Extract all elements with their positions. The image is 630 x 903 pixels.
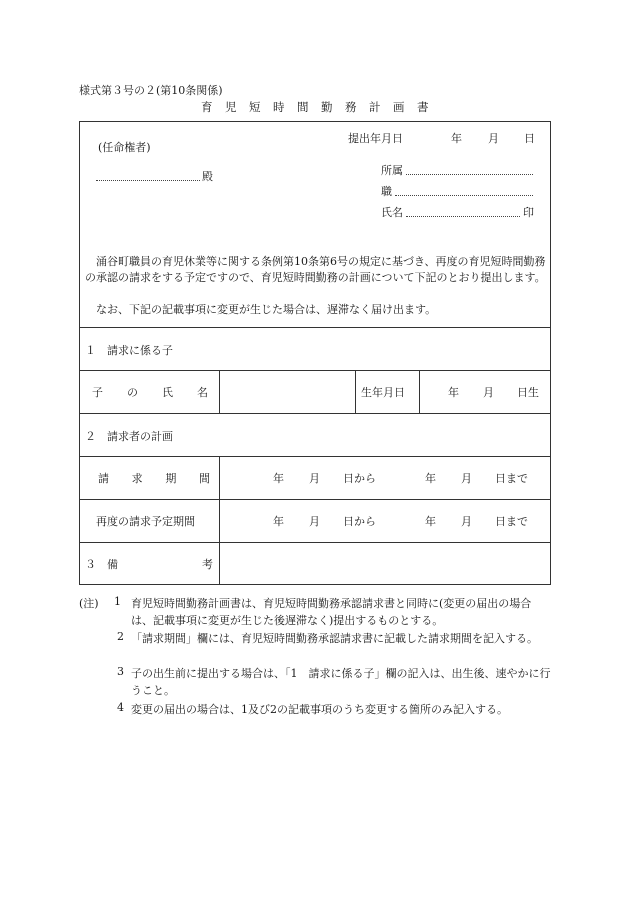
addressee-line[interactable] bbox=[96, 180, 200, 181]
note-text: 「請求期間」欄には、育児短時間勤務承認請求書に記載した請求期間を記入する。 bbox=[131, 632, 538, 645]
divider bbox=[80, 499, 550, 500]
form-number: 様式第３号の２(第10条関係) bbox=[79, 84, 223, 97]
label-char: 子 bbox=[92, 386, 103, 399]
child-name-field[interactable] bbox=[221, 372, 353, 411]
note-text: 子の出生前に提出する場合は、「1 請求に係る子」欄の記入は、出生後、速やかに行うこと。 bbox=[131, 667, 551, 697]
name-line[interactable] bbox=[406, 216, 520, 217]
intro-note: なお、下記の記載事項に変更が生じた場合は、遅滞なく届け出ます。 bbox=[96, 303, 437, 316]
authority-label: (任命権者) bbox=[98, 141, 151, 154]
period-from-month: 月 bbox=[309, 472, 320, 485]
seal-mark: 印 bbox=[523, 206, 534, 219]
note-number: 3 bbox=[117, 665, 124, 678]
addressee-honorific: 殿 bbox=[202, 170, 213, 183]
label-char: 求 bbox=[131, 472, 143, 485]
period-to-year: 年 bbox=[425, 472, 436, 485]
divider bbox=[80, 456, 550, 457]
child-name-label bbox=[92, 384, 208, 400]
period-from-year: 年 bbox=[273, 472, 284, 485]
section3-heading: ３ 備 bbox=[85, 558, 118, 571]
date-year: 年 bbox=[451, 132, 462, 145]
label-char: 氏 bbox=[162, 386, 173, 399]
divider bbox=[80, 413, 550, 414]
repeat-period-label: 再度の請求予定期間 bbox=[96, 515, 195, 528]
repeat-to-month: 月 bbox=[461, 515, 472, 528]
repeat-from-month: 月 bbox=[309, 515, 320, 528]
divider bbox=[355, 370, 356, 413]
date-day: 日 bbox=[524, 132, 535, 145]
divider bbox=[419, 370, 420, 413]
form-sheet bbox=[79, 121, 551, 585]
date-label: 提出年月日 bbox=[348, 132, 403, 145]
section1-heading: １ 請求に係る子 bbox=[85, 344, 173, 357]
period-label bbox=[98, 470, 210, 486]
birth-month: 月 bbox=[483, 386, 494, 399]
intro-paragraph: 涌谷町職員の育児休業等に関する条例第10条第6号の規定に基づき、再度の育児短時間勤務の承認の請求をする予定ですので、育児短時間勤務の計画について下記のとおり提出します。 bbox=[85, 255, 546, 284]
divider bbox=[219, 456, 220, 585]
section2-heading: ２ 請求者の計画 bbox=[85, 430, 173, 443]
period-from-day: 日から bbox=[343, 472, 376, 485]
divider bbox=[80, 370, 550, 371]
affiliation-label: 所属 bbox=[381, 164, 403, 177]
repeat-from-day: 日から bbox=[343, 515, 376, 528]
divider bbox=[80, 542, 550, 543]
repeat-to-year: 年 bbox=[425, 515, 436, 528]
divider bbox=[80, 327, 550, 328]
label-char: 間 bbox=[198, 472, 210, 485]
note-text: 育児短時間勤務計画書は、育児短時間勤務承認請求書と同時に(変更の届出の場合は、記載事項に変更が生じた後遅滞なく)提出するものとする。 bbox=[131, 597, 532, 627]
position-label: 職 bbox=[381, 185, 392, 198]
birth-date-label: 生年月日 bbox=[361, 386, 405, 399]
birth-year: 年 bbox=[448, 386, 459, 399]
date-month: 月 bbox=[488, 132, 499, 145]
label-char: の bbox=[127, 386, 138, 399]
repeat-to-day: 日まで bbox=[495, 515, 528, 528]
label-char: 名 bbox=[197, 386, 208, 399]
note-number: 1 bbox=[114, 595, 121, 608]
period-to-day: 日まで bbox=[495, 472, 528, 485]
document-title: 育 児 短 時 間 勤 務 計 画 書 bbox=[201, 100, 429, 114]
label-char: 期 bbox=[165, 472, 177, 485]
name-label: 氏名 bbox=[381, 206, 403, 219]
position-line[interactable] bbox=[395, 195, 533, 196]
section3-heading-end: 考 bbox=[202, 558, 213, 571]
remarks-field[interactable] bbox=[221, 544, 549, 582]
divider bbox=[219, 370, 220, 413]
birth-day: 日生 bbox=[517, 386, 539, 399]
repeat-from-year: 年 bbox=[273, 515, 284, 528]
note-text: 変更の届出の場合は、1及び2の記載事項のうち変更する箇所のみ記入する。 bbox=[131, 703, 508, 716]
label-char: 請 bbox=[98, 472, 109, 485]
period-to-month: 月 bbox=[461, 472, 472, 485]
note-number: 2 bbox=[117, 630, 124, 643]
affiliation-line[interactable] bbox=[406, 174, 533, 175]
note-number: 4 bbox=[117, 701, 124, 714]
notes-marker: (注) bbox=[79, 597, 99, 610]
